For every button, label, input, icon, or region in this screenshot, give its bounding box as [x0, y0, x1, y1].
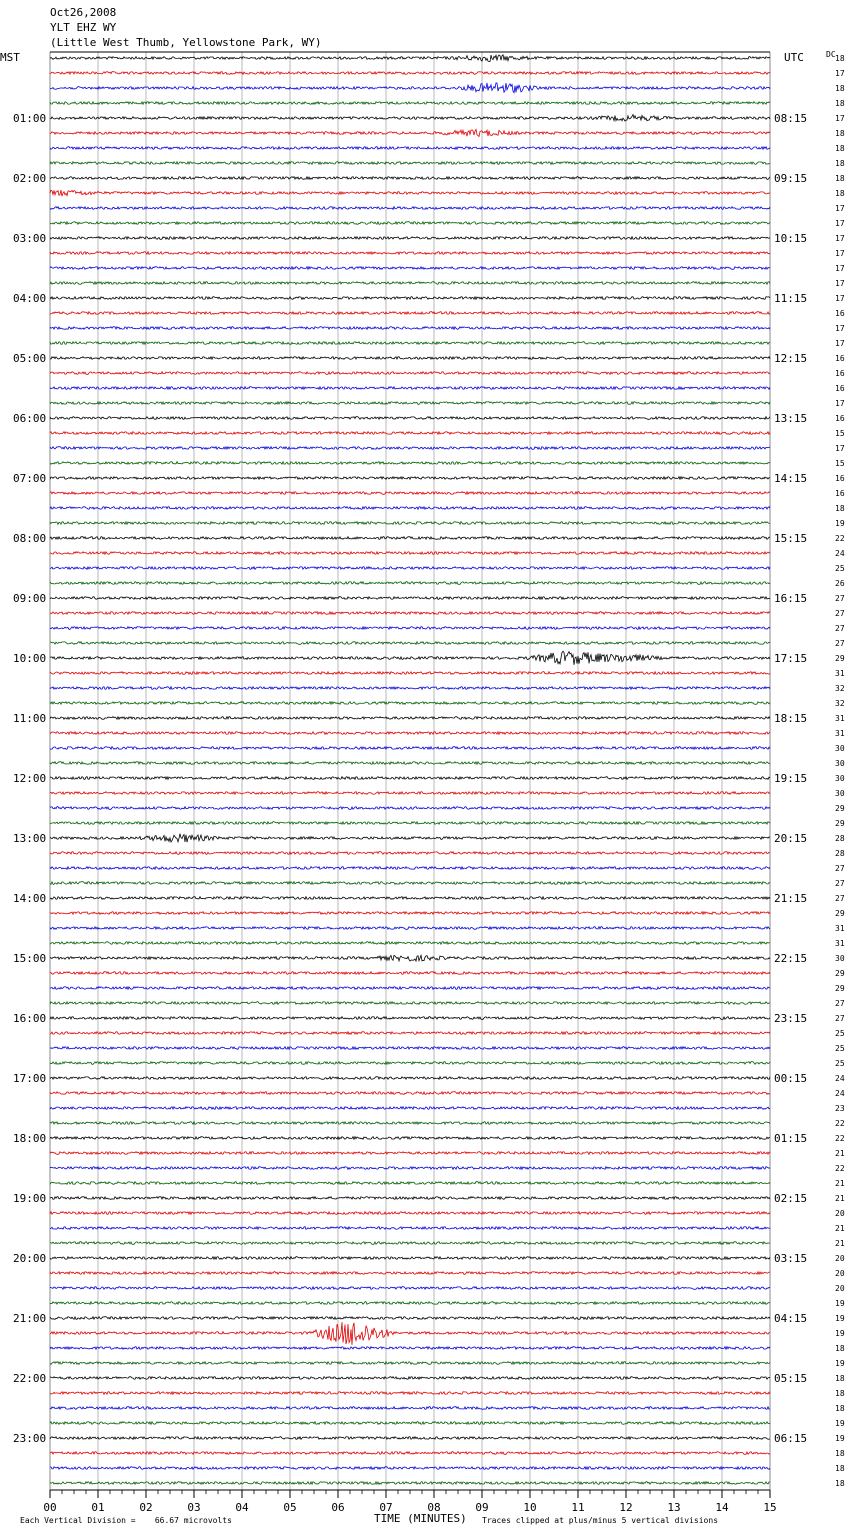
- trace-line: [50, 1122, 770, 1125]
- dc-offset-label: 21: [835, 1179, 845, 1188]
- trace-line: [50, 762, 770, 765]
- dc-offset-label: 19: [835, 1419, 845, 1428]
- trace-line: [50, 651, 770, 665]
- trace-line: [50, 55, 770, 62]
- trace-line: [50, 912, 770, 915]
- dc-offset-label: 24: [835, 1074, 845, 1083]
- trace-line: [50, 327, 770, 330]
- trace-line: [50, 1452, 770, 1455]
- trace-line: [50, 1322, 770, 1345]
- dc-offset-label: 31: [835, 669, 845, 678]
- mst-hour-label: 10:00: [13, 652, 47, 665]
- utc-hour-label: 03:15: [774, 1252, 808, 1265]
- dc-offset-label: 18: [835, 1344, 845, 1353]
- mst-hour-label: 18:00: [13, 1132, 47, 1145]
- trace-line: [50, 432, 770, 435]
- utc-hour-label: 06:15: [774, 1432, 808, 1445]
- dc-offset-label: 18: [835, 159, 845, 168]
- mst-hour-label: 23:00: [13, 1432, 47, 1445]
- trace-line: [50, 252, 770, 255]
- trace-line: [50, 1182, 770, 1185]
- trace-line: [50, 1167, 770, 1170]
- trace-line: [50, 462, 770, 465]
- dc-offset-label: 22: [835, 1134, 845, 1143]
- utc-hour-label: 17:15: [774, 652, 808, 665]
- trace-line: [50, 927, 770, 930]
- trace-line: [50, 1437, 770, 1440]
- mst-hour-label: 21:00: [13, 1312, 47, 1325]
- vertical-division-note: Each Vertical Division = 66.67 microvolts: [20, 1516, 232, 1525]
- trace-line: [50, 1482, 770, 1485]
- dc-offset-label: 18: [835, 54, 845, 63]
- utc-hour-label: 14:15: [774, 472, 808, 485]
- dc-offset-label: 21: [835, 1224, 845, 1233]
- dc-offset-label: 16: [835, 474, 845, 483]
- dc-offset-label: 17: [835, 444, 845, 453]
- utc-hour-label: 20:15: [774, 832, 808, 845]
- trace-line: [50, 702, 770, 705]
- dc-offset-label: 30: [835, 789, 845, 798]
- dc-offset-label: 16: [835, 384, 845, 393]
- x-tick-label: 01: [91, 1501, 105, 1514]
- trace-line: [50, 1257, 770, 1260]
- x-tick-label: 13: [667, 1501, 681, 1514]
- trace-line: [50, 732, 770, 735]
- trace-line: [50, 537, 770, 540]
- dc-offset-label: 29: [835, 909, 845, 918]
- dc-offset-label: 25: [835, 1044, 845, 1053]
- trace-line: [50, 222, 770, 225]
- dc-offset-label: 30: [835, 744, 845, 753]
- dc-offset-label: 20: [835, 1269, 845, 1278]
- dc-offset-label: 30: [835, 774, 845, 783]
- trace-line: [50, 897, 770, 900]
- dc-offset-label: 31: [835, 924, 845, 933]
- trace-line: [50, 807, 770, 810]
- trace-line: [50, 1152, 770, 1155]
- dc-offset-label: 18: [835, 99, 845, 108]
- dc-offset-label: 27: [835, 894, 845, 903]
- dc-offset-label: 31: [835, 939, 845, 948]
- dc-offset-label: 18: [835, 84, 845, 93]
- mst-hour-label: 12:00: [13, 772, 47, 785]
- mst-hour-label: 20:00: [13, 1252, 47, 1265]
- dc-offset-label: 21: [835, 1149, 845, 1158]
- dc-offset-label: 29: [835, 819, 845, 828]
- clip-note: Traces clipped at plus/minus 5 vertical divisions: [482, 1516, 719, 1525]
- trace-line: [50, 1302, 770, 1305]
- mst-hour-label: 22:00: [13, 1372, 47, 1385]
- trace-line: [50, 642, 770, 645]
- dc-offset-label: 28: [835, 834, 845, 843]
- dc-offset-label: 24: [835, 549, 845, 558]
- trace-line: [50, 447, 770, 450]
- x-tick-label: 04: [235, 1501, 249, 1514]
- utc-hour-label: 21:15: [774, 892, 808, 905]
- x-tick-label: 00: [43, 1501, 57, 1514]
- trace-line: [50, 552, 770, 555]
- dc-offset-label: 18: [835, 129, 845, 138]
- dc-offset-label: 22: [835, 1164, 845, 1173]
- trace-line: [50, 955, 770, 961]
- dc-offset-label: 26: [835, 579, 845, 588]
- utc-hour-label: 11:15: [774, 292, 808, 305]
- mst-hour-label: 17:00: [13, 1072, 47, 1085]
- trace-line: [50, 867, 770, 870]
- dc-offset-label: 19: [835, 1299, 845, 1308]
- dc-offset-label: 16: [835, 354, 845, 363]
- dc-offset-label: 21: [835, 1239, 845, 1248]
- utc-hour-label: 22:15: [774, 952, 808, 965]
- trace-line: [50, 1377, 770, 1380]
- dc-offset-label: 29: [835, 804, 845, 813]
- trace-line: [50, 852, 770, 855]
- trace-line: [50, 987, 770, 990]
- dc-offset-label: 23: [835, 1104, 845, 1113]
- right-timezone-label: UTC: [784, 51, 804, 64]
- trace-line: [50, 582, 770, 585]
- x-tick-label: 11: [571, 1501, 585, 1514]
- station-label: YLT EHZ WY: [50, 21, 117, 34]
- dc-offset-label: 20: [835, 1209, 845, 1218]
- utc-hour-label: 01:15: [774, 1132, 808, 1145]
- mst-hour-label: 08:00: [13, 532, 47, 545]
- trace-line: [50, 1227, 770, 1230]
- dc-offset-label: 18: [835, 1449, 845, 1458]
- x-tick-label: 08: [427, 1501, 441, 1514]
- trace-line: [50, 1272, 770, 1275]
- trace-line: [50, 777, 770, 780]
- dc-offset-label: 16: [835, 414, 845, 423]
- left-timezone-label: MST: [0, 51, 20, 64]
- utc-hour-label: 04:15: [774, 1312, 808, 1325]
- dc-offset-label: 17: [835, 249, 845, 258]
- trace-line: [50, 237, 770, 240]
- dc-offset-label: 17: [835, 204, 845, 213]
- dc-offset-label: 18: [835, 1404, 845, 1413]
- trace-line: [50, 147, 770, 150]
- mst-hour-label: 02:00: [13, 172, 47, 185]
- dc-offset-label: 15: [835, 459, 845, 468]
- trace-line: [50, 567, 770, 570]
- utc-hour-label: 12:15: [774, 352, 808, 365]
- trace-line: [50, 207, 770, 210]
- x-tick-label: 07: [379, 1501, 393, 1514]
- trace-line: [50, 1317, 770, 1320]
- utc-hour-label: 09:15: [774, 172, 808, 185]
- trace-line: [50, 672, 770, 675]
- dc-offset-label: 22: [835, 1119, 845, 1128]
- dc-column-label: DC: [826, 50, 836, 59]
- dc-offset-label: 25: [835, 1029, 845, 1038]
- dc-offset-label: 19: [835, 1314, 845, 1323]
- dc-offset-label: 25: [835, 564, 845, 573]
- dc-offset-label: 27: [835, 609, 845, 618]
- trace-line: [50, 522, 770, 525]
- dc-offset-label: 18: [835, 1374, 845, 1383]
- dc-offset-label: 30: [835, 954, 845, 963]
- mst-hour-label: 16:00: [13, 1012, 47, 1025]
- x-tick-label: 12: [619, 1501, 633, 1514]
- trace-line: [50, 162, 770, 165]
- trace-line: [50, 717, 770, 720]
- dc-offset-label: 31: [835, 714, 845, 723]
- dc-offset-label: 20: [835, 1284, 845, 1293]
- mst-hour-label: 04:00: [13, 292, 47, 305]
- dc-offset-label: 27: [835, 594, 845, 603]
- trace-line: [50, 342, 770, 345]
- utc-hour-label: 19:15: [774, 772, 808, 785]
- trace-line: [50, 612, 770, 615]
- dc-offset-label: 27: [835, 999, 845, 1008]
- trace-line: [50, 882, 770, 885]
- dc-offset-label: 19: [835, 1359, 845, 1368]
- utc-hour-label: 05:15: [774, 1372, 808, 1385]
- trace-line: [50, 597, 770, 600]
- trace-line: [50, 1407, 770, 1410]
- x-tick-label: 05: [283, 1501, 297, 1514]
- trace-line: [50, 834, 770, 842]
- trace-line: [50, 1362, 770, 1365]
- dc-offset-label: 15: [835, 429, 845, 438]
- trace-line: [50, 297, 770, 300]
- dc-offset-label: 27: [835, 1014, 845, 1023]
- trace-line: [50, 190, 770, 196]
- dc-offset-label: 18: [835, 1389, 845, 1398]
- utc-hour-label: 10:15: [774, 232, 808, 245]
- trace-line: [50, 1287, 770, 1290]
- trace-line: [50, 1077, 770, 1080]
- dc-offset-label: 24: [835, 1089, 845, 1098]
- trace-line: [50, 1392, 770, 1395]
- trace-line: [50, 357, 770, 360]
- dc-offset-label: 31: [835, 729, 845, 738]
- trace-line: [50, 312, 770, 315]
- dc-offset-label: 17: [835, 114, 845, 123]
- trace-line: [50, 1137, 770, 1140]
- dc-offset-label: 21: [835, 1194, 845, 1203]
- trace-line: [50, 1017, 770, 1020]
- x-tick-label: 15: [763, 1501, 777, 1514]
- dc-offset-label: 32: [835, 684, 845, 693]
- dc-offset-label: 19: [835, 1329, 845, 1338]
- mst-hour-label: 15:00: [13, 952, 47, 965]
- trace-line: [50, 1212, 770, 1215]
- dc-offset-label: 17: [835, 294, 845, 303]
- x-axis-title: TIME (MINUTES): [374, 1512, 467, 1525]
- trace-line: [50, 507, 770, 510]
- utc-hour-label: 08:15: [774, 112, 808, 125]
- x-tick-label: 03: [187, 1501, 201, 1514]
- dc-offset-label: 27: [835, 624, 845, 633]
- x-tick-label: 09: [475, 1501, 489, 1514]
- trace-line: [50, 747, 770, 750]
- mst-hour-label: 07:00: [13, 472, 47, 485]
- trace-line: [50, 1347, 770, 1350]
- trace-line: [50, 687, 770, 690]
- dc-offset-label: 27: [835, 639, 845, 648]
- utc-hour-label: 00:15: [774, 1072, 808, 1085]
- dc-offset-label: 28: [835, 849, 845, 858]
- dc-offset-label: 17: [835, 219, 845, 228]
- trace-line: [50, 417, 770, 420]
- trace-line: [50, 1047, 770, 1050]
- dc-offset-label: 29: [835, 969, 845, 978]
- mst-hour-label: 05:00: [13, 352, 47, 365]
- dc-offset-label: 17: [835, 339, 845, 348]
- trace-group: [50, 55, 770, 1485]
- dc-offset-label: 32: [835, 699, 845, 708]
- trace-line: [50, 267, 770, 270]
- trace-line: [50, 372, 770, 375]
- dc-offset-label: 17: [835, 264, 845, 273]
- dc-offset-label: 16: [835, 309, 845, 318]
- dc-offset-label: 17: [835, 324, 845, 333]
- trace-line: [50, 1422, 770, 1425]
- trace-line: [50, 627, 770, 630]
- dc-offset-label: 19: [835, 1434, 845, 1443]
- trace-line: [50, 72, 770, 75]
- dc-offset-label: 18: [835, 144, 845, 153]
- mst-hour-label: 09:00: [13, 592, 47, 605]
- trace-line: [50, 282, 770, 285]
- utc-hour-label: 23:15: [774, 1012, 808, 1025]
- dc-offset-label: 17: [835, 399, 845, 408]
- x-tick-label: 06: [331, 1501, 345, 1514]
- dc-offset-label: 22: [835, 534, 845, 543]
- utc-hour-label: 18:15: [774, 712, 808, 725]
- trace-line: [50, 792, 770, 795]
- mst-hour-label: 06:00: [13, 412, 47, 425]
- dc-offset-labels: [835, 54, 845, 1488]
- mst-hour-label: 11:00: [13, 712, 47, 725]
- dc-offset-label: 17: [835, 234, 845, 243]
- mst-hour-labels: [13, 112, 46, 1445]
- date-label: Oct26,2008: [50, 6, 117, 19]
- dc-offset-label: 27: [835, 879, 845, 888]
- trace-line: [50, 115, 770, 121]
- x-axis: [43, 1490, 776, 1514]
- dc-offset-label: 29: [835, 654, 845, 663]
- trace-line: [50, 477, 770, 480]
- trace-line: [50, 83, 770, 93]
- dc-offset-label: 18: [835, 189, 845, 198]
- utc-hour-label: 13:15: [774, 412, 808, 425]
- mst-hour-label: 01:00: [13, 112, 47, 125]
- trace-line: [50, 1002, 770, 1005]
- trace-line: [50, 1467, 770, 1470]
- trace-line: [50, 1032, 770, 1035]
- trace-line: [50, 822, 770, 825]
- trace-line: [50, 972, 770, 975]
- dc-offset-label: 20: [835, 1254, 845, 1263]
- trace-line: [50, 102, 770, 105]
- dc-offset-label: 18: [835, 174, 845, 183]
- trace-line: [50, 129, 770, 136]
- x-tick-label: 02: [139, 1501, 153, 1514]
- trace-line: [50, 1242, 770, 1245]
- trace-line: [50, 492, 770, 495]
- mst-hour-label: 03:00: [13, 232, 47, 245]
- trace-line: [50, 1062, 770, 1065]
- trace-line: [50, 1092, 770, 1095]
- trace-line: [50, 177, 770, 180]
- dc-offset-label: 16: [835, 489, 845, 498]
- mst-hour-label: 13:00: [13, 832, 47, 845]
- trace-line: [50, 402, 770, 405]
- mst-hour-label: 19:00: [13, 1192, 47, 1205]
- dc-offset-label: 17: [835, 279, 845, 288]
- dc-offset-label: 27: [835, 864, 845, 873]
- x-tick-label: 14: [715, 1501, 729, 1514]
- dc-offset-label: 29: [835, 984, 845, 993]
- dc-offset-label: 16: [835, 369, 845, 378]
- utc-hour-label: 02:15: [774, 1192, 808, 1205]
- trace-line: [50, 942, 770, 945]
- mst-hour-label: 14:00: [13, 892, 47, 905]
- trace-line: [50, 1107, 770, 1110]
- dc-offset-label: 30: [835, 759, 845, 768]
- dc-offset-label: 18: [835, 1479, 845, 1488]
- dc-offset-label: 18: [835, 1464, 845, 1473]
- dc-offset-label: 19: [835, 519, 845, 528]
- dc-offset-label: 25: [835, 1059, 845, 1068]
- dc-offset-label: 18: [835, 504, 845, 513]
- dc-offset-label: 17: [835, 69, 845, 78]
- x-tick-label: 10: [523, 1501, 537, 1514]
- utc-hour-labels: [774, 112, 807, 1445]
- trace-line: [50, 387, 770, 390]
- utc-hour-label: 15:15: [774, 532, 808, 545]
- location-label: (Little West Thumb, Yellowstone Park, WY): [50, 36, 322, 49]
- utc-hour-label: 16:15: [774, 592, 808, 605]
- trace-line: [50, 1197, 770, 1200]
